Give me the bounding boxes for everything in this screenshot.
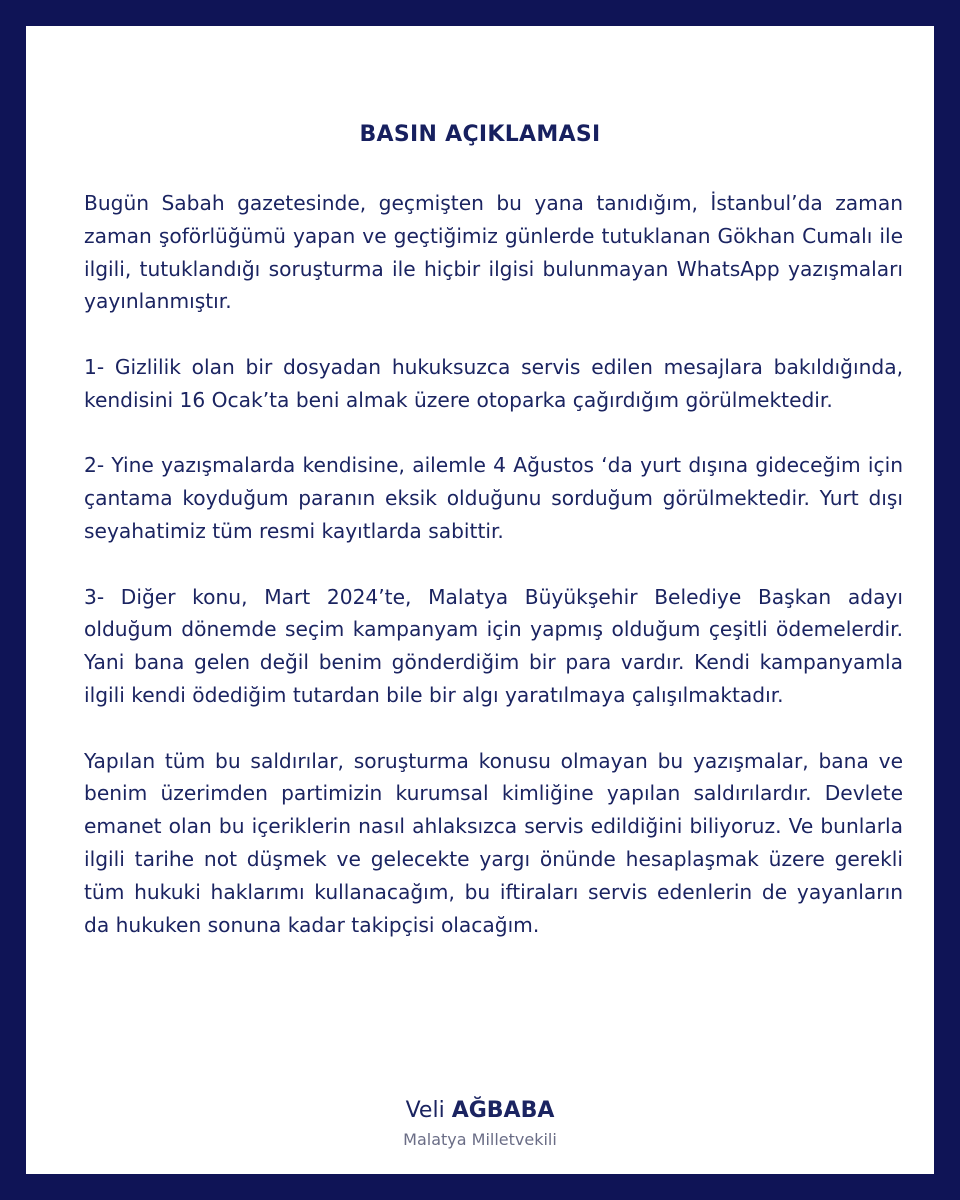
signature-name bbox=[26, 1096, 934, 1126]
signature-role: Malatya Milletvekili bbox=[403, 1130, 557, 1149]
paragraph-point-3: 3- Diğer konu, Mart 2024’te, Malatya Büyükşehir Belediye Başkan adayı olduğum dönemde seçim kampanyam için yapmış olduğum çeşitli ödemelerdir. Yani bana gelen değil benim gönderdiğim bir para vardır. Kendi kampanyamla ilgili kendi ödediğim tutardan bile bir algı yaratılmaya çalışılmaktadır. bbox=[84, 584, 903, 707]
paragraph-conclusion: Yapılan tüm bu saldırılar, soruşturma konusu olmayan bu yazışmalar, bana ve benim üzerimden partimizin kurumsal kimliğine yapılan saldırılardır. Devlete emanet olan bu içeriklerin nasıl ahlaksızca servis edildiğini biliyoruz. Ve bunlarla ilgili tarihe not düşmek ve gelecekte yargı önünde hesaplaşmak üzere gerekli tüm hukuki haklarımı kullanacağım, bu iftiraları servis edenlerin de yayanların da hukuken sonuna kadar takipçisi olacağım. bbox=[84, 748, 903, 937]
paragraph-intro: Bugün Sabah gazetesinde, geçmişten bu yana tanıdığım, İstanbul’da zaman zaman şoförlüğümü yapan ve geçtiğimiz günlerde tutuklanan Gökhan Cumalı ile ilgili, tutuklandığı soruşturma ile hiçbir ilgisi bulunmayan WhatsApp yazışmaları yayınlanmıştır. bbox=[84, 191, 903, 314]
document-title: BASIN AÇIKLAMASI bbox=[359, 122, 601, 147]
signature-first-name: Veli bbox=[405, 1098, 445, 1123]
press-release-page bbox=[26, 26, 934, 1174]
signature-last-name: AĞBABA bbox=[451, 1098, 555, 1123]
signature-block bbox=[26, 1096, 934, 1152]
paragraph-point-1: 1- Gizlilik olan bir dosyadan hukuksuzca servis edilen mesajlara bakıldığında, kendisini 16 Ocak’ta beni almak üzere otoparka çağırdığım görülmektedir. bbox=[84, 354, 903, 412]
document-body bbox=[84, 187, 903, 941]
paragraph-point-2: 2- Yine yazışmalarda kendisine, ailemle 4 Ağustos ‘da yurt dışına gideceğim için çantama koyduğum paranın eksik olduğunu sorduğum görülmektedir. Yurt dışı seyahatimiz tüm resmi kayıtlarda sabittir. bbox=[84, 453, 903, 543]
